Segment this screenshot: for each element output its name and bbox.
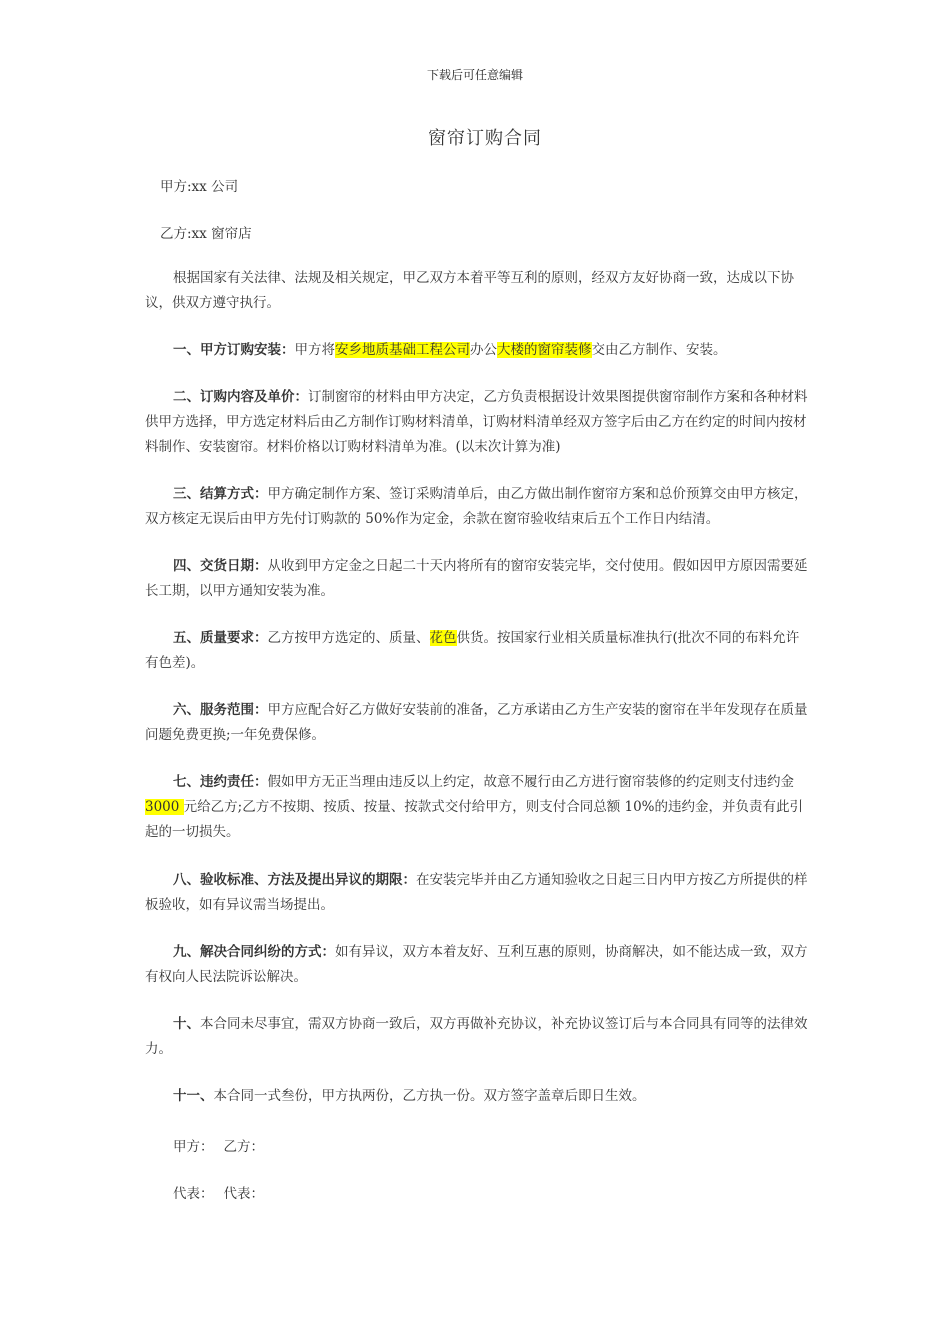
clause-7-text-b: 元给乙方;乙方不按期、按质、按量、按款式交付给甲方，则支付合同总额 10%的违约金，并负责有此引起的一切损失。 (145, 799, 804, 840)
clause-6-heading: 六、服务范围： (173, 702, 268, 718)
signature-representative-line (173, 1182, 274, 1202)
clause-1-heading: 一、甲方订购安装： (173, 342, 295, 358)
clause-1-text-a: 甲方将 (294, 342, 335, 358)
clause-2-text: 订制窗帘的材料由甲方决定，乙方负责根据设计效果图提供窗帘制作方案和各种材料供甲方选择，甲方选定材料后由乙方制作订购材料清单，订购材料清单经双方签字后由乙方在约定的时间内按材料制作、安装窗帘。材料价格以订购材料清单为准。(以末次计算为准) (145, 389, 808, 455)
clause-11 (145, 1084, 810, 1109)
clause-6 (145, 698, 810, 748)
signature-rep-a-label: 代表： (173, 1186, 214, 1202)
clause-10 (145, 1012, 810, 1062)
signature-rep-b-label: 代表： (223, 1186, 264, 1202)
clause-7-text-a: 假如甲方无正当理由违反以上约定，故意不履行由乙方进行窗帘装修的约定则支付违约金 (267, 774, 794, 790)
signature-party-line (173, 1135, 274, 1155)
clause-5 (145, 626, 810, 676)
clause-4-text: 从收到甲方定金之日起二十天内将所有的窗帘安装完毕，交付使用。假如因甲方原因需要延长工期，以甲方通知安装为准。 (145, 558, 808, 599)
clause-1-highlight-scope: 大楼的窗帘装修 (497, 342, 592, 358)
clause-5-text-b: 供货。按国家行业相关质量标准执行(批次不同的布料允许有色差)。 (145, 630, 800, 671)
clause-9-heading: 九、解决合同纠纷的方式： (173, 944, 335, 960)
clause-1 (145, 338, 810, 363)
clause-4-heading: 四、交货日期： (173, 558, 268, 574)
clause-9-text: 如有异议，双方本着友好、互利互惠的原则，协商解决，如不能达成一致，双方有权向人民法院诉讼解决。 (145, 944, 808, 985)
party-b-line: 乙方:xx 窗帘店 (160, 226, 252, 242)
clause-10-heading: 十、 (173, 1016, 200, 1032)
clause-11-heading: 十一、 (173, 1088, 214, 1104)
party-a-line: 甲方:xx 公司 (160, 179, 239, 195)
clause-1-text-b: 办公 (470, 342, 497, 358)
clause-2-heading: 二、订购内容及单价： (173, 389, 308, 405)
clause-9 (145, 940, 810, 990)
clause-5-heading: 五、质量要求： (173, 630, 268, 646)
clause-4 (145, 554, 810, 604)
clause-8-text: 在安装完毕并由乙方通知验收之日起三日内甲方按乙方所提供的样板验收，如有异议需当场提出。 (145, 872, 808, 913)
clause-7-heading: 七、违约责任： (173, 774, 268, 790)
clause-7 (145, 770, 810, 845)
clause-5-text-a: 乙方按甲方选定的、质量、 (267, 630, 430, 646)
clause-3-heading: 三、结算方式： (173, 486, 268, 502)
signature-party-a-label: 甲方： (173, 1139, 214, 1155)
intro-paragraph: 根据国家有关法律、法规及相关规定，甲乙双方本着平等互利的原则，经双方友好协商一致，达成以下协议，供双方遵守执行。 (145, 270, 794, 311)
clause-6-text: 甲方应配合好乙方做好安装前的准备，乙方承诺由乙方生产安装的窗帘在半年发现存在质量问题免费更换;一年免费保修。 (145, 702, 808, 743)
clause-10-text: 本合同未尽事宜，需双方协商一致后，双方再做补充协议，补充协议签订后与本合同具有同等的法律效力。 (145, 1016, 808, 1057)
clause-1-highlight-company: 安乡地质基础工程公司 (335, 342, 470, 358)
clause-8 (145, 868, 810, 918)
clause-1-text-c: 交由乙方制作、安装。 (591, 342, 727, 358)
clause-2 (145, 385, 810, 460)
clause-3 (145, 482, 810, 532)
clause-7-highlight-amount: 3000 (145, 799, 184, 815)
document-title: 窗帘订购合同 (428, 128, 542, 149)
clause-11-text: 本合同一式叁份，甲方执两份，乙方执一份。双方签字盖章后即日生效。 (213, 1088, 646, 1104)
clause-3-text: 甲方确定制作方案、签订采购清单后，由乙方做出制作窗帘方案和总价预算交由甲方核定，双方核定无误后由甲方先付订购款的 50%作为定金，余款在窗帘验收结束后五个工作日内结清。 (145, 486, 808, 527)
clause-8-heading: 八、验收标准、方法及提出异议的期限： (173, 872, 416, 888)
header-note: 下载后可任意编辑 (426, 68, 523, 82)
signature-party-b-label: 乙方： (223, 1139, 264, 1155)
clause-5-highlight-color: 花色 (429, 630, 457, 646)
